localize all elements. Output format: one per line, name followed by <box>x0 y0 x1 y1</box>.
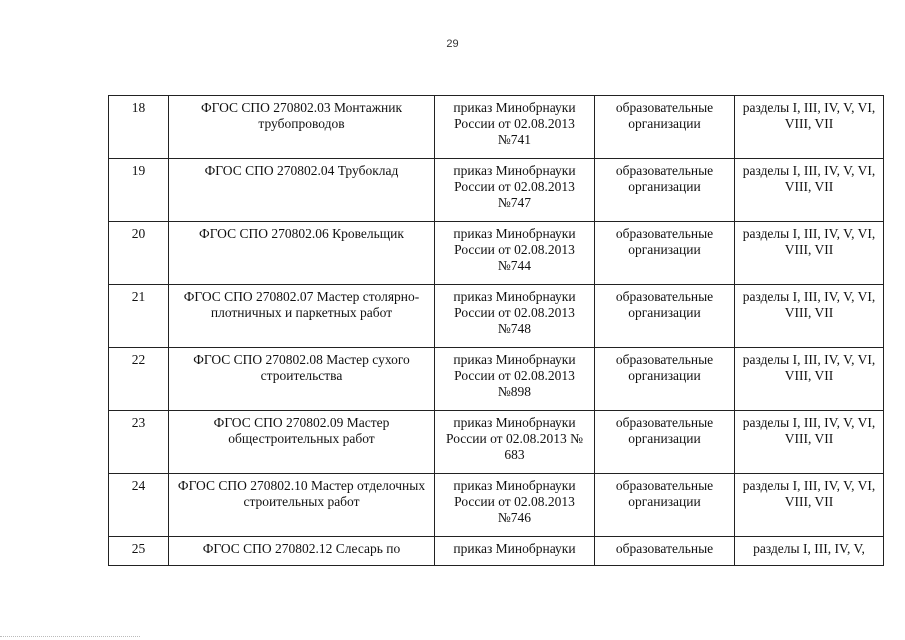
row-number: 25 <box>109 537 169 566</box>
standard-title: ФГОС СПО 270802.10 Мастер отделочных строительных работ <box>169 474 435 537</box>
row-number: 23 <box>109 411 169 474</box>
table-row <box>109 285 884 348</box>
recipients: образовательные организации <box>595 159 735 222</box>
sections: разделы I, III, IV, V, VI, VIII, VII <box>735 348 884 411</box>
sections: разделы I, III, IV, V, <box>735 537 884 566</box>
page-number: 29 <box>446 38 459 50</box>
recipients: образовательные организации <box>595 96 735 159</box>
order-reference: приказ Минобрнауки России от 02.08.2013 №748 <box>435 285 595 348</box>
table-row <box>109 474 884 537</box>
standard-title: ФГОС СПО 270802.12 Слесарь по <box>169 537 435 566</box>
table-row <box>109 96 884 159</box>
table-row <box>109 222 884 285</box>
order-reference: приказ Минобрнауки России от 02.08.2013 №744 <box>435 222 595 285</box>
row-number: 22 <box>109 348 169 411</box>
standard-title: ФГОС СПО 270802.09 Мастер общестроительных работ <box>169 411 435 474</box>
order-reference: приказ Минобрнауки <box>435 537 595 566</box>
row-number: 18 <box>109 96 169 159</box>
sections: разделы I, III, IV, V, VI, VIII, VII <box>735 222 884 285</box>
table-row <box>109 159 884 222</box>
order-reference: приказ Минобрнауки России от 02.08.2013 №747 <box>435 159 595 222</box>
row-number: 20 <box>109 222 169 285</box>
order-reference: приказ Минобрнауки России от 02.08.2013 №898 <box>435 348 595 411</box>
recipients: образовательные организации <box>595 474 735 537</box>
standard-title: ФГОС СПО 270802.08 Мастер сухого строительства <box>169 348 435 411</box>
standards-table <box>108 95 884 566</box>
scan-edge-mark <box>0 636 140 638</box>
order-reference: приказ Минобрнауки России от 02.08.2013 №746 <box>435 474 595 537</box>
recipients: образовательные организации <box>595 411 735 474</box>
order-reference: приказ Минобрнауки России от 02.08.2013 № 683 <box>435 411 595 474</box>
row-number: 19 <box>109 159 169 222</box>
table-row <box>109 537 884 566</box>
standard-title: ФГОС СПО 270802.03 Монтажник трубопроводов <box>169 96 435 159</box>
table-row <box>109 411 884 474</box>
table-row <box>109 348 884 411</box>
standard-title: ФГОС СПО 270802.06 Кровельщик <box>169 222 435 285</box>
recipients: образовательные организации <box>595 285 735 348</box>
standard-title: ФГОС СПО 270802.07 Мастер столярно-плотничных и паркетных работ <box>169 285 435 348</box>
recipients: образовательные организации <box>595 222 735 285</box>
standard-title: ФГОС СПО 270802.04 Трубоклад <box>169 159 435 222</box>
recipients: образовательные организации <box>595 348 735 411</box>
sections: разделы I, III, IV, V, VI, VIII, VII <box>735 285 884 348</box>
sections: разделы I, III, IV, V, VI, VIII, VII <box>735 411 884 474</box>
sections: разделы I, III, IV, V, VI, VIII, VII <box>735 474 884 537</box>
sections: разделы I, III, IV, V, VI, VIII, VII <box>735 159 884 222</box>
row-number: 24 <box>109 474 169 537</box>
recipients: образовательные <box>595 537 735 566</box>
order-reference: приказ Минобрнауки России от 02.08.2013 №741 <box>435 96 595 159</box>
sections: разделы I, III, IV, V, VI, VIII, VII <box>735 96 884 159</box>
row-number: 21 <box>109 285 169 348</box>
